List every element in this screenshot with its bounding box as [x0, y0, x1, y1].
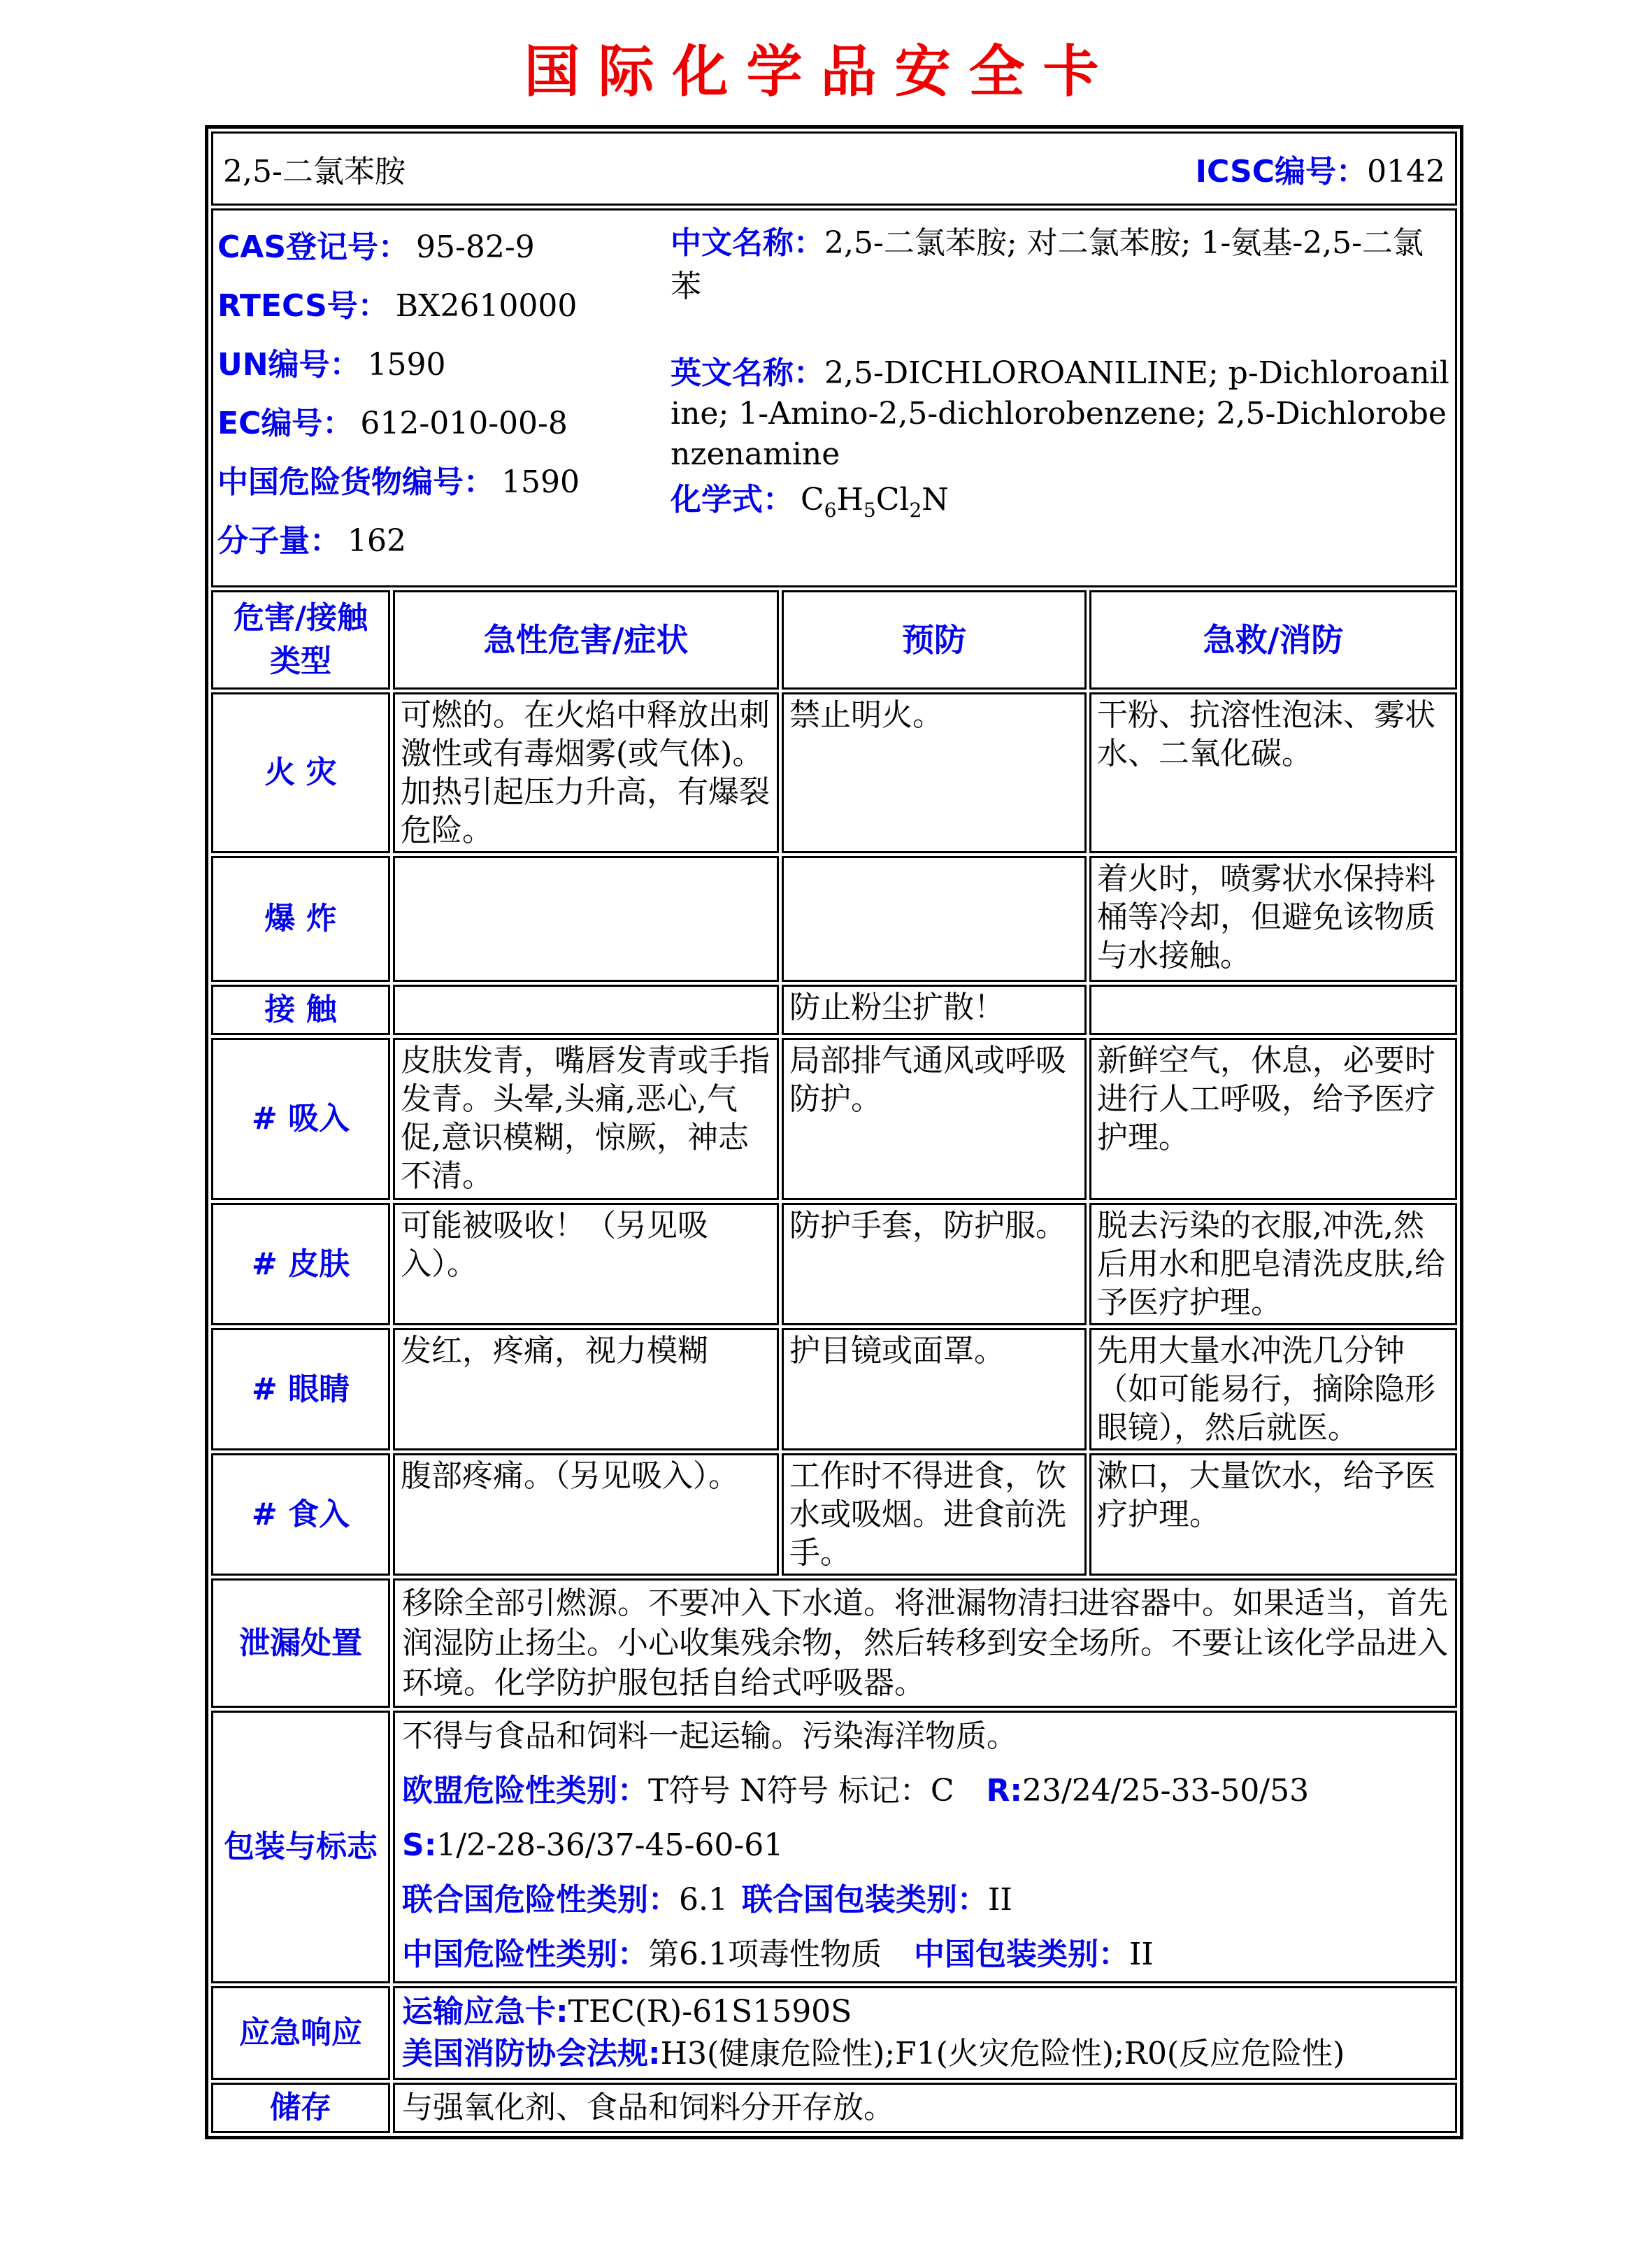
symptoms-cell: [393, 985, 779, 1035]
prevention-cell: 护目镜或面罩。: [782, 1328, 1087, 1450]
symptoms-cell: 腹部疼痛。（另见吸入）。: [393, 1453, 779, 1576]
prevention-cell: 工作时不得进食，饮水或吸烟。进食前洗手。: [782, 1453, 1087, 1576]
hazard-row-explosion: [211, 856, 1457, 982]
identification-cell: [211, 208, 1457, 587]
un-pack-group-label: 联合国包装类别：: [741, 1882, 988, 1918]
icsc-number-value: 0142: [1367, 154, 1446, 190]
hazard-row-fire: [211, 692, 1457, 853]
row-label-eyes: # 眼睛: [211, 1328, 390, 1450]
packaging-label: 包装与标志: [211, 1711, 390, 1983]
packaging-transport-note: 不得与食品和饲料一起运输。污染海洋物质。: [402, 1718, 1017, 1754]
response-cell: 新鲜空气，休息，必要时进行人工呼吸，给予医疗护理。: [1089, 1038, 1457, 1200]
icsc-card: [205, 125, 1463, 2139]
s-phrases-label: S:: [402, 1827, 437, 1863]
chinese-name-label: 中文名称：: [671, 225, 824, 261]
prevention-cell: 局部排气通风或呼吸防护。: [782, 1038, 1087, 1200]
icsc-number: [1196, 146, 1445, 191]
symptoms-cell: [393, 856, 779, 982]
chinese-name-value: 2,5-二氯苯胺; 对二氯苯胺; 1-氨基-2,5-二氯苯: [671, 225, 1424, 304]
hazard-row-eyes: [211, 1328, 1457, 1450]
cn-pack-group-label: 中国包装类别：: [913, 1937, 1129, 1972]
r-phrases-value: 23/24/25-33-50/53: [1022, 1773, 1310, 1809]
un-class-line: [402, 1882, 1448, 1918]
packaging-content: [393, 1711, 1457, 1983]
name-row: [211, 131, 1457, 206]
un-pack-group-value: II: [987, 1882, 1012, 1918]
row-label-inhalation: # 吸入: [211, 1038, 390, 1200]
s-phrases-line: [402, 1827, 1448, 1864]
formula-line: [671, 479, 1451, 532]
molecular-weight-label: 分子量：: [217, 523, 341, 559]
response-cell: 先用大量水冲洗几分钟（如可能易行，摘除隐形眼镜），然后就医。: [1089, 1328, 1457, 1450]
un-value: 1590: [367, 347, 446, 383]
prevention-header: 预防: [782, 590, 1087, 690]
chemical-formula: $C_6H_5Cl_2N$: [801, 482, 949, 522]
r-phrases-label: R:: [986, 1773, 1022, 1809]
china-dg-value: 1590: [501, 464, 580, 500]
un-hazard-class-value: 6.1: [679, 1882, 728, 1918]
cas-number-line: [217, 222, 671, 266]
response-cell: 干粉、抗溶性泡沫、雾状水、二氧化碳。: [1089, 692, 1457, 853]
rtecs-value: BX2610000: [395, 288, 578, 324]
eu-hazard-class-label: 欧盟危险性类别：: [402, 1773, 648, 1809]
english-name-label: 英文名称：: [671, 355, 824, 391]
cn-class-line: [402, 1937, 1448, 1973]
chinese-name-line: [671, 222, 1451, 308]
spill-row: [211, 1578, 1457, 1708]
prevention-cell: 禁止明火。: [782, 692, 1087, 853]
registry-numbers: [217, 217, 671, 574]
hazard-row-inhalation: [211, 1038, 1457, 1200]
icsc-label: ICSC编号：: [1195, 154, 1368, 190]
row-label-fire: 火 灾: [211, 692, 390, 853]
storage-row: [211, 2083, 1457, 2133]
row-label-skin: # 皮肤: [211, 1203, 390, 1325]
prevention-cell: 防护手套，防护服。: [782, 1203, 1087, 1325]
molecular-weight-value: 162: [347, 523, 406, 559]
eu-hazard-class-line: [402, 1773, 1448, 1809]
english-name-value: 2,5-DICHLOROANILINE; p-Dichloroaniline; 1-Amino-2,5-dichlorobenzene; 2,5-Dichlorobenzenamine: [671, 355, 1449, 472]
nfpa-value: H3(健康危险性);F1(火灾危险性);R0(反应危险性): [660, 2036, 1345, 2071]
emergency-content: [393, 1986, 1457, 2080]
cn-hazard-class-label: 中国危险性类别：: [402, 1937, 648, 1972]
rtecs-label: RTECS号：: [217, 288, 389, 324]
page-title: 国际化学品安全卡: [524, 38, 1117, 104]
emergency-row: [211, 1986, 1457, 2080]
un-hazard-class-label: 联合国危险性类别：: [402, 1882, 679, 1918]
nfpa-line: [402, 2033, 1448, 2075]
response-cell: 漱口，大量饮水，给予医疗护理。: [1089, 1453, 1457, 1576]
symptoms-cell: 可燃的。在火焰中释放出刺激性或有毒烟雾(或气体)。加热引起压力升高，有爆裂危险。: [393, 692, 779, 853]
cn-hazard-class-value: 第6.1项毒性物质: [648, 1937, 882, 1972]
cas-value: 95-82-9: [416, 229, 535, 265]
hazard-row-ingestion: [211, 1453, 1457, 1576]
ec-value: 612-010-00-8: [360, 406, 568, 441]
symptoms-cell: 可能被吸收！（另见吸入）。: [393, 1203, 779, 1325]
spill-text: 移除全部引燃源。不要冲入下水道。将泄漏物清扫进容器中。如果适当，首先润湿防止扬尘。小心收集残余物，然后转移到安全场所。不要让该化学品进入环境。化学防护服包括自给式呼吸器。: [393, 1578, 1457, 1708]
transport-card-label: 运输应急卡:: [402, 1994, 568, 2030]
hazard-type-header: 危害/接触 类型: [211, 590, 390, 690]
packaging-row: [211, 1711, 1457, 1983]
response-cell: 脱去污染的衣服,冲洗,然后用水和肥皂清洗皮肤,给予医疗护理。: [1089, 1203, 1457, 1325]
symptoms-cell: 发红，疼痛，视力模糊: [393, 1328, 779, 1450]
spill-label: 泄漏处置: [211, 1578, 390, 1708]
response-cell: [1089, 985, 1457, 1035]
china-dg-label: 中国危险货物编号：: [217, 464, 494, 500]
hazard-row-skin: [211, 1203, 1457, 1325]
firstaid-header: 急救/消防: [1089, 590, 1457, 690]
names-block: [671, 217, 1451, 574]
s-phrases-value: 1/2-28-36/37-45-60-61: [436, 1827, 784, 1863]
hazard-row-contact: [211, 985, 1457, 1035]
row-label-explosion: 爆 炸: [211, 856, 390, 982]
name-cell: [211, 131, 1457, 206]
un-label: UN编号：: [217, 347, 361, 383]
chemical-name: 2,5-二氯苯胺: [223, 154, 406, 190]
emergency-label: 应急响应: [211, 1986, 390, 2080]
molecular-weight-line: [217, 515, 671, 560]
ec-label: EC编号：: [217, 406, 354, 441]
symptoms-header: 急性危害/症状: [393, 590, 779, 690]
hazard-header-row: [211, 590, 1457, 690]
china-dg-number-line: [217, 457, 671, 501]
transport-card-value: TEC(R)-61S1590S: [568, 1994, 852, 2030]
cn-pack-group-value: II: [1128, 1937, 1154, 1972]
nfpa-label: 美国消防协会法规:: [402, 2036, 661, 2071]
storage-label: 储存: [211, 2083, 390, 2133]
english-name-line: [671, 353, 1451, 475]
prevention-cell: [782, 856, 1087, 982]
row-label-contact: 接 触: [211, 985, 390, 1035]
eu-hazard-class-value: T符号 N符号 标记：C: [648, 1773, 954, 1809]
formula-label: 化学式：: [671, 482, 794, 518]
transport-card-line: [402, 1991, 1448, 2033]
row-label-ingestion: # 食入: [211, 1453, 390, 1576]
un-number-line: [217, 339, 671, 384]
prevention-cell: 防止粉尘扩散！: [782, 985, 1087, 1035]
rtecs-number-line: [217, 280, 671, 325]
identification-row: [211, 208, 1457, 587]
response-cell: 着火时，喷雾状水保持料桶等冷却，但避免该物质与水接触。: [1089, 856, 1457, 982]
ec-number-line: [217, 398, 671, 443]
symptoms-cell: 皮肤发青，嘴唇发青或手指发青。头晕,头痛,恶心,气促,意识模糊，惊厥，神志不清。: [393, 1038, 779, 1200]
cas-label: CAS登记号：: [217, 229, 410, 265]
storage-text: 与强氧化剂、食品和饲料分开存放。: [393, 2083, 1457, 2133]
